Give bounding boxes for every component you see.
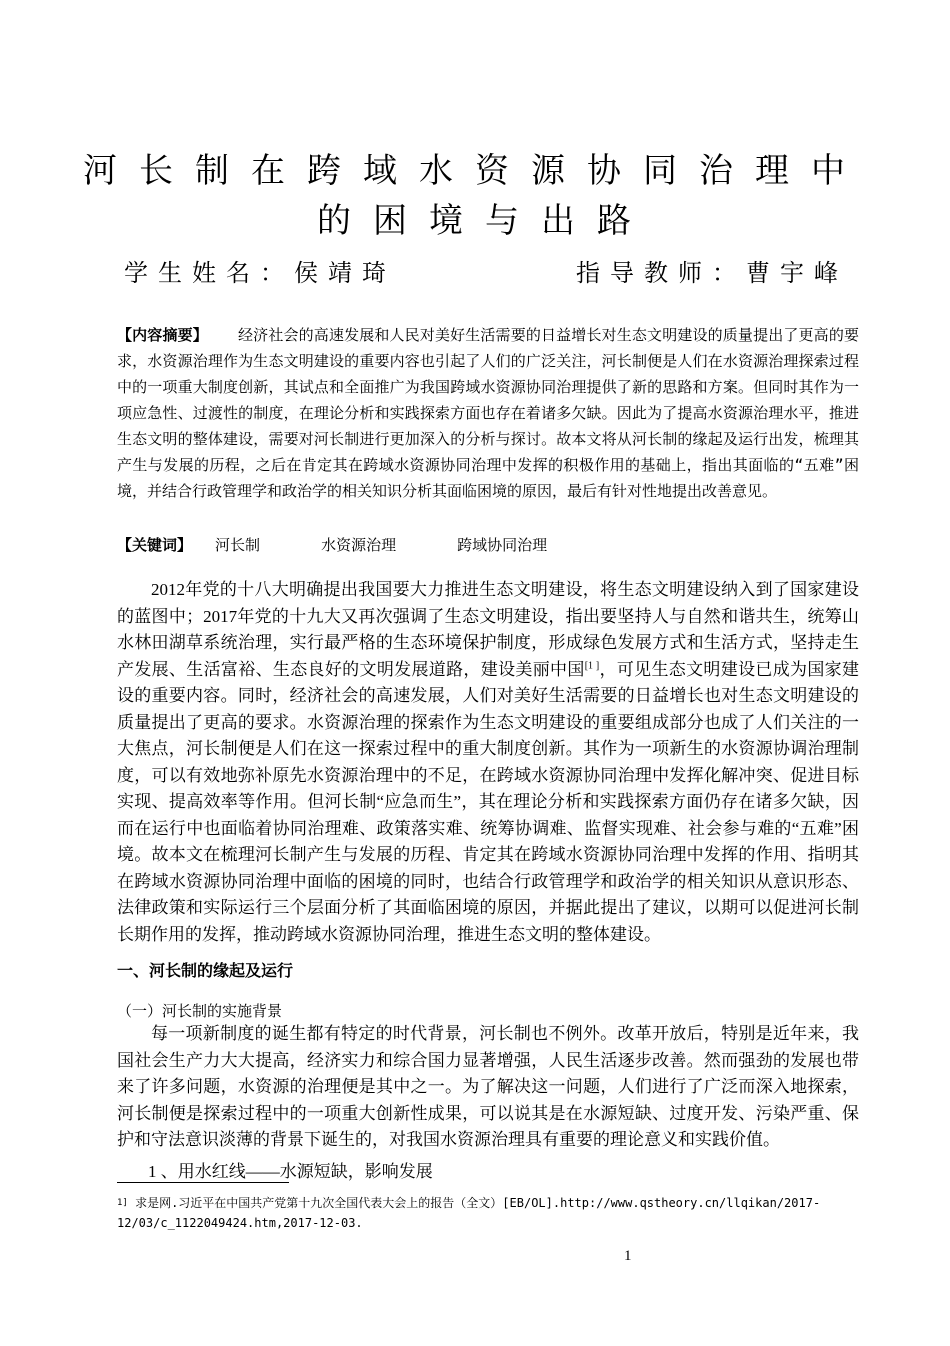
intro-paragraph: [117, 577, 859, 948]
footnote-mark: 1]: [117, 1198, 128, 1208]
footnote-divider: [117, 1182, 289, 1183]
abstract-text: 经济社会的高速发展和人民对美好生活需要的日益增长对生态文明建设的质量提出了更高的要求，水资源治理作为生态文明建设的重要内容也引起了人们的广泛关注，河长制便是人们在水资源治理探索过程中的一项重大制度创新，其试点和全面推广为我国跨域水资源协同治理提供了新的思路和方案。但同时其作为一项应急性、过渡性的制度，在理论分析和实践探索方面也存在着诸多欠缺。因此为了提高水资源治理水平，推进生态文明的整体建设，需要对河长制进行更加深入的分析与探讨。故本文将从河长制的缘起及运行出发，梳理其产生与发展的历程，之后在肯定其在跨域水资源协同治理中发挥的积极作用的基础上，指出其面临的“五难”困境，并结合行政管理学和政治学的相关知识分析其面临困境的原因，最后有针对性地提出改善意见。: [117, 326, 859, 500]
paper-title-line-1: 河长制在跨域水资源协同治理中: [83, 151, 867, 191]
paper-title-line-2: 的困境与出路: [317, 201, 653, 241]
background-paragraph: 每一项新制度的诞生都有特定的时代背景，河长制也不例外。改革开放后，特别是近年来，我国社会生产力大大提高，经济实力和综合国力显著增强，人民生活逐步改善。然而强劲的发展也带来了许多问题，水资源的治理便是其中之一。为了解决这一问题，人们进行了广泛而深入地探索，河长制便是探索过程中的一项重大创新性成果，可以说其是在水源短缺、过度开发、污染严重、保护和守法意识淡薄的背景下诞生的，对我国水资源治理具有重要的理论意义和实践价值。: [117, 1024, 859, 1149]
keywords: [117, 532, 859, 558]
keyword: 水资源治理: [321, 536, 397, 554]
student-name: 学生姓名：侯靖琦: [124, 259, 396, 287]
abstract-label: 【内容摘要】: [117, 326, 208, 344]
intro-text-1: 2012年党的十八大明确提出我国要大力推进生态文明建设，将生态文明建设纳入到了国家建设的蓝图中；2017年党的十九大又再次强调了生态文明建设，指出要坚持人与自然和谐共生，统筹山水林田湖草系统治理，实行最严格的生态环境保护制度，形成绿色发展方式和生活方式，坚持走生产发展、生活富裕、生态良好的文明发展道路，建设美丽中国: [117, 580, 859, 679]
footnote-text: 求是网.习近平在中国共产党第十九次全国代表大会上的报告（全文）[EB/OL].http://www.qstheory.cn/llqikan/2017-12/03/c_1122049424.htm,2017-12-03.: [117, 1196, 821, 1230]
advisor-name: 指导教师：曹宇峰: [576, 259, 848, 287]
keyword: 跨域协同治理: [457, 536, 548, 554]
citation-ref[interactable]: [1 ]: [584, 659, 600, 671]
keyword: 河长制: [215, 536, 261, 554]
abstract: [117, 322, 859, 504]
subsection-heading: （一）河长制的实施背景: [117, 1002, 283, 1020]
keywords-label: 【关键词】: [117, 536, 193, 554]
intro-text-2: ，可见生态文明建设已成为国家建设的重要内容。同时，经济社会的高速发展，人们对美好生活需要的日益增长也对生态文明建设的质量提出了更高的要求。水资源治理的探索作为生态文明建设的重要组成部分也成了人们关注的一大焦点，河长制便是人们在这一探索过程中的重大制度创新。其作为一项新生的水资源协调治理制度，可以有效地弥补原先水资源治理中的不足，在跨域水资源协同治理中发挥化解冲突、促进目标实现、提高效率等作用。但河长制“应急而生”，其在理论分析和实践探索方面仍存在诸多欠缺，因而在运行中也面临着协同治理难、政策落实难、统筹协调难、监督实现难、社会参与难的“五难”困境。故本文在梳理河长制产生与发展的历程、肯定其在跨域水资源协同治理中发挥的作用、指明其在跨域水资源协同治理中面临的困境的同时，也结合行政管理学和政治学的相关知识从意识形态、法律政策和实际运行三个层面分析了其面临困境的原因，并据此提出了建议，以期可以促进河长制长期作用的发挥，推动跨域水资源协同治理，推进生态文明的整体建设。: [117, 659, 859, 944]
section-heading: 一、河长制的缘起及运行: [117, 961, 294, 980]
page-number: 1: [624, 1248, 632, 1264]
footnote: [117, 1193, 859, 1233]
list-item-heading: 1 、用水红线——水源短缺，影响发展: [148, 1162, 433, 1181]
